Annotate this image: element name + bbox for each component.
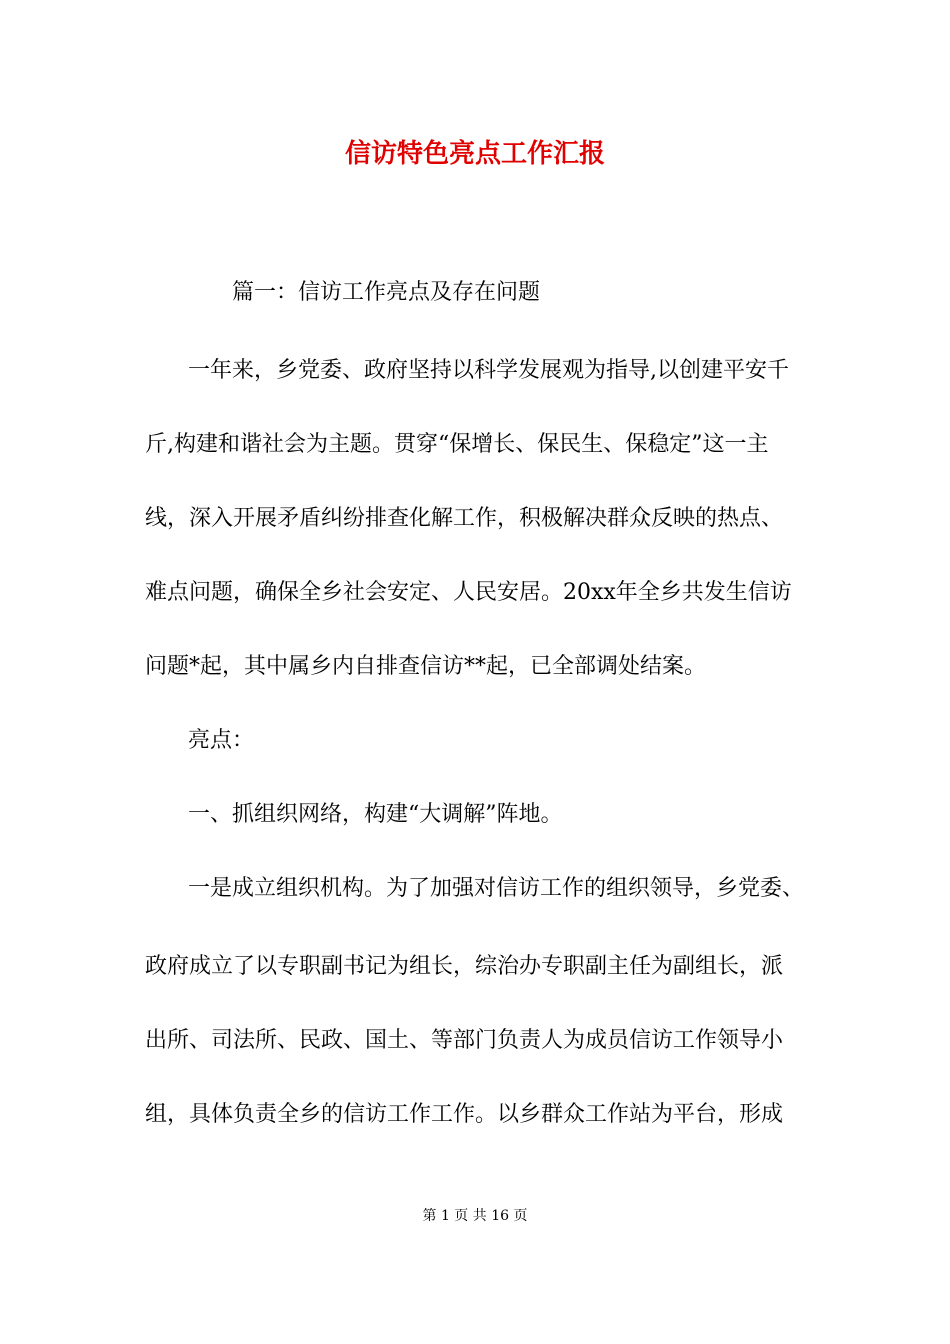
page-number: 第 1 页 共 16 页 [422,1208,528,1224]
paragraph-line: 一年来，乡党委、政府坚持以科学发展观为指导,以创建平安千 [188,358,789,383]
paragraph-line: 组，具体负责全乡的信访工作工作。以乡群众工作站为平台，形成 [145,1102,784,1127]
paragraph-line: 斤,构建和谐社会为主题。贯穿“保增长、保民生、保稳定”这一主 [145,432,769,457]
paragraph-line: 难点问题，确保全乡社会安定、人民安居。20xx年全乡共发生信访 [145,580,792,605]
paragraph-line: 政府成立了以专职副书记为组长，综治办专职副主任为副组长，派 [145,954,784,979]
paragraph-line: 出所、司法所、民政、国土、等部门负责人为成员信访工作领导小 [145,1028,784,1053]
highlights-label: 亮点： [188,728,255,753]
paragraph-line: 一是成立组织机构。为了加强对信访工作的组织领导，乡党委、 [188,876,805,901]
section-heading: 篇一：信访工作亮点及存在问题 [232,280,541,305]
document-title: 信访特色亮点工作汇报 [344,139,605,169]
subsection-heading: 一、抓组织网络，构建“大调解”阵地。 [188,802,563,827]
paragraph-line: 问题*起，其中属乡内自排查信访**起，已全部调处结案。 [145,654,707,679]
paragraph-line: 线，深入开展矛盾纠纷排查化解工作，积极解决群众反映的热点、 [145,506,784,531]
